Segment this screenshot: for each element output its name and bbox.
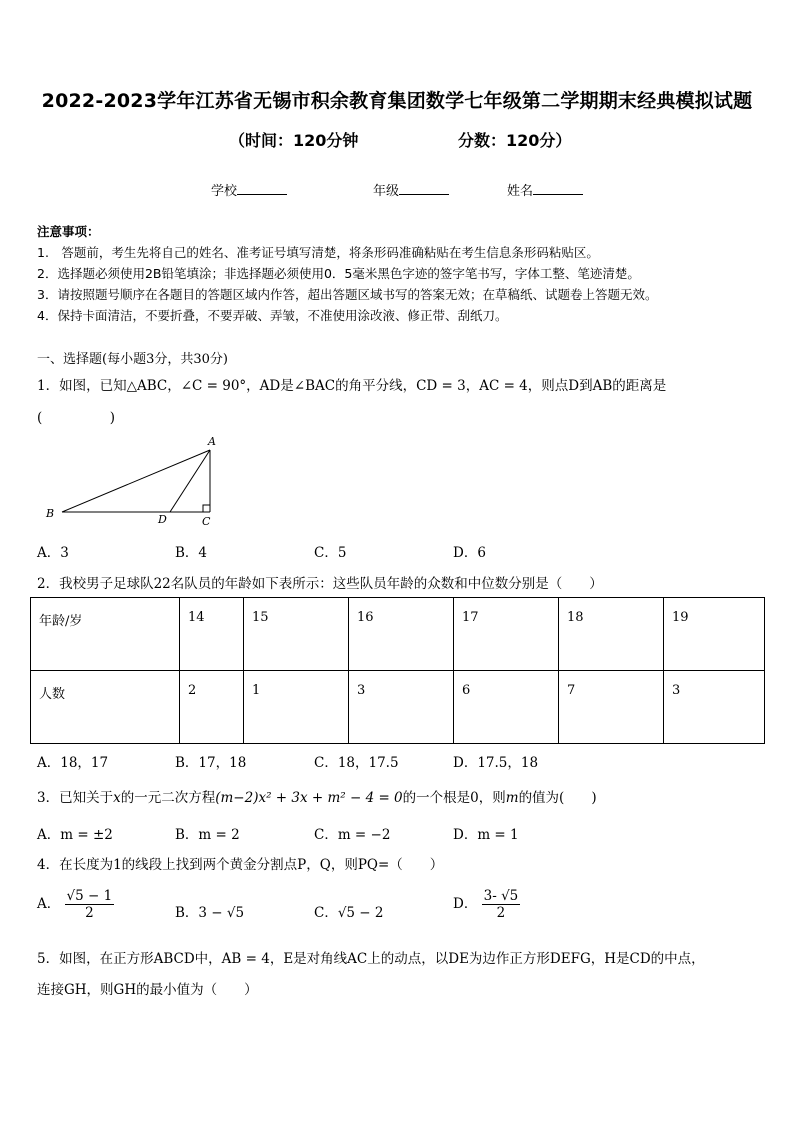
q4-option-d-fraction [482, 888, 521, 921]
notes-block [37, 221, 657, 326]
fraction-numerator: 3- √5 [483, 888, 519, 904]
table-cell: 17 [454, 598, 559, 671]
grade-label: 年级 [373, 184, 400, 199]
q3-option-a[interactable]: A．m = ±2 [37, 827, 113, 843]
note-item: 2．选择题必须使用2B铅笔填涂；非选择题必须使用0．5毫米黑色字迹的签字笔书写，字体工整、笔迹清楚。 [37, 266, 640, 281]
table-cell: 14 [180, 598, 244, 671]
exam-score: 分数：120分） [458, 131, 572, 150]
section-heading: 一、选择题(每小题3分，共30分) [37, 352, 228, 367]
table-cell: 18 [559, 598, 664, 671]
exam-time: （时间：120分钟 [229, 131, 359, 150]
q5-text-line1: 5．如图，在正方形ABCD中，AB = 4，E是对角线AC上的动点，以DE为边作正方形DEFG，H是CD的中点， [37, 951, 705, 967]
fraction-denominator: 2 [85, 905, 94, 921]
label-a: A [208, 435, 216, 448]
exam-title: 2022-2023学年江苏省无锡市积余教育集团数学七年级第二学期期末经典模拟试题 [41, 90, 753, 112]
q4-option-a[interactable] [37, 888, 114, 921]
grade-blank[interactable] [399, 182, 449, 195]
q3-mid2: 的一个根是0，则 [402, 790, 506, 806]
school-field [211, 180, 287, 199]
note-item: 1. 答题前，考生先将自己的姓名、准考证号填写清楚，将条形码准确粘贴在考生信息条形码粘贴区。 [37, 245, 599, 260]
name-label: 姓名 [507, 184, 534, 199]
table-header-cell: 年龄/岁 [31, 598, 180, 671]
table-cell: 1 [244, 671, 349, 744]
q2-option-c[interactable]: C．18，17.5 [314, 755, 399, 771]
table-row [31, 671, 765, 744]
q3-post: 的值为( ) [518, 790, 597, 806]
q3-text [37, 786, 597, 806]
q1-text: 1．如图，已知△ABC，∠C = 90°，AD是∠BAC的角平分线，CD = 3，AC = 4，则点D到AB的距离是 [37, 378, 667, 394]
q3-var-x: x [113, 790, 121, 806]
label-d: D [158, 513, 167, 526]
q2-option-b[interactable]: B．17，18 [175, 755, 247, 771]
q1-option-c[interactable]: C．5 [314, 545, 347, 561]
table-row [31, 598, 765, 671]
school-label: 学校 [211, 184, 238, 199]
table-cell: 16 [349, 598, 454, 671]
notes-heading: 注意事项： [37, 224, 100, 239]
label-c: C [202, 515, 211, 528]
q4-option-d-label: D． [453, 896, 478, 912]
name-blank[interactable] [533, 182, 583, 195]
table-header-cell: 人数 [31, 671, 180, 744]
q2-option-d[interactable]: D．17.5，18 [453, 755, 539, 771]
label-b: B [46, 507, 55, 520]
q3-pre: 3．已知关于 [37, 790, 114, 806]
q2-text: 2．我校男子足球队22名队员的年龄如下表所示：这些队员年龄的众数和中位数分别是（ ） [37, 576, 603, 592]
q1-answer-paren: ( ) [37, 410, 116, 426]
q3-mid1: 的一元二次方程 [120, 790, 216, 806]
q1-option-a[interactable]: A．3 [37, 545, 69, 561]
table-cell: 3 [664, 671, 765, 744]
q4-option-d[interactable] [453, 888, 520, 921]
q4-option-a-fraction [65, 888, 115, 921]
q1-option-d[interactable]: D．6 [453, 545, 486, 561]
table-cell: 3 [349, 671, 454, 744]
q2-option-a[interactable]: A．18，17 [37, 755, 109, 771]
segment-ab [62, 450, 210, 512]
q3-option-c[interactable]: C．m = −2 [314, 827, 391, 843]
table-cell: 2 [180, 671, 244, 744]
table-cell: 19 [664, 598, 765, 671]
q3-option-d[interactable]: D．m = 1 [453, 827, 519, 843]
q3-option-b[interactable]: B．m = 2 [175, 827, 240, 843]
q1-option-b[interactable]: B．4 [175, 545, 208, 561]
q4-option-b[interactable]: B．3 − √5 [175, 905, 245, 921]
table-cell: 7 [559, 671, 664, 744]
q5-text-line2: 连接GH，则GH的最小值为（ ） [37, 982, 258, 998]
q4-option-c[interactable]: C．√5 − 2 [314, 905, 384, 921]
segment-ad [170, 450, 210, 512]
triangle-figure [40, 432, 230, 532]
q3-equation: (m−2)x² + 3x + m² − 4 = 0 [215, 790, 403, 806]
note-item: 4．保持卡面清洁，不要折叠，不要弄破、弄皱，不准使用涂改液、修正带、刮纸刀。 [37, 308, 508, 323]
q4-text: 4．在长度为1的线段上找到两个黄金分割点P，Q，则PQ=（ ） [37, 857, 444, 873]
table-cell: 15 [244, 598, 349, 671]
fraction-numerator: √5 − 1 [66, 888, 113, 904]
table-cell: 6 [454, 671, 559, 744]
right-angle-mark [203, 505, 210, 512]
note-item: 3．请按照题号顺序在各题目的答题区域内作答，超出答题区域书写的答案无效；在草稿纸、试题卷上答题无效。 [37, 287, 658, 302]
school-blank[interactable] [237, 182, 287, 195]
q3-var-m: m [505, 790, 519, 806]
fraction-denominator: 2 [496, 905, 506, 921]
name-field [507, 180, 583, 199]
q4-option-a-label: A． [37, 896, 61, 912]
grade-field [373, 180, 449, 199]
age-table [30, 597, 765, 744]
